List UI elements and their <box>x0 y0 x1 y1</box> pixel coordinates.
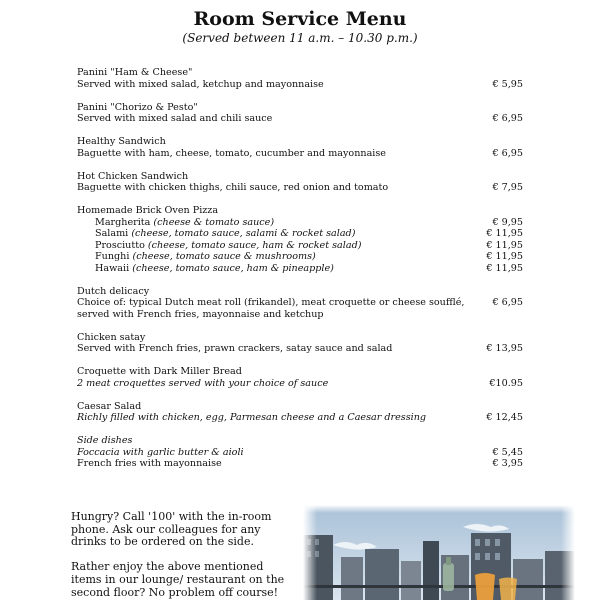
item-description-row <box>77 148 523 160</box>
photo-fade-left <box>303 505 317 600</box>
item-description-row <box>77 79 523 91</box>
footer-paragraph-call: Hungry? Call '100' with the in-room phone. Ask our colleagues for any drinks to be ordered on the side. <box>71 510 272 549</box>
building <box>401 561 421 600</box>
item-name: Panini "Chorizo & Pesto" <box>77 101 198 113</box>
side-dish-price: € 5,45 <box>492 446 523 458</box>
footer-note <box>71 511 296 612</box>
variant-detail: (cheese, tomato sauce, salami & rocket salad) <box>131 228 356 239</box>
item-name: Hot Chicken Sandwich <box>77 170 189 182</box>
item-description: Choice of: typical Dutch meat roll (frikandel), meat croquette or cheese soufflé, <box>77 297 465 308</box>
menu-item-panini-ham <box>77 67 523 90</box>
item-description: Baguette with chicken thighs, chili sauce, red onion and tomato <box>77 182 389 193</box>
bottle <box>443 563 454 591</box>
menu-list <box>77 67 523 481</box>
item-description: Served with mixed salad, ketchup and mayonnaise <box>77 78 324 90</box>
item-price: € 7,95 <box>492 182 523 193</box>
photo-fade-right <box>561 505 575 600</box>
item-description: Served with mixed salad and chili sauce <box>77 113 273 124</box>
pizza-variant <box>77 263 523 275</box>
pizza-variant <box>77 251 523 263</box>
tower <box>423 541 439 600</box>
variant-name: Salami <box>95 228 129 239</box>
page-subtitle: (Served between 11 a.m. – 10.30 p.m.) <box>182 31 418 45</box>
variant-name: Margherita <box>95 216 151 228</box>
variant-name: Prosciutto <box>95 239 145 251</box>
variant-price: € 11,95 <box>486 251 523 262</box>
item-name: Dutch delicacy <box>77 285 150 297</box>
item-price: € 5,95 <box>492 78 523 90</box>
menu-item-healthy-sandwich <box>77 136 523 159</box>
variant-price: € 11,95 <box>486 228 523 239</box>
item-price: € 6,95 <box>492 113 523 124</box>
building <box>341 557 363 600</box>
item-description: Richly filled with chicken, egg, Parmesan cheese and a Caesar dressing <box>77 412 427 423</box>
window <box>485 553 490 560</box>
bottle-neck <box>446 557 451 565</box>
glass-of-juice <box>499 578 517 601</box>
item-description-row <box>77 343 523 355</box>
rooftop-terrace-photo <box>303 505 575 600</box>
side-dish-row <box>77 458 523 470</box>
item-description-row <box>77 297 523 309</box>
pizza-variant <box>77 240 523 252</box>
item-description: 2 meat croquettes served with your choice of sauce <box>77 377 329 389</box>
menu-item-dutch-delicacy <box>77 286 523 321</box>
item-description-row <box>77 182 523 194</box>
variant-detail: (cheese, tomato sauce, ham & pineapple) <box>132 262 334 274</box>
menu-item-panini-chorizo <box>77 102 523 125</box>
menu-item-hot-chicken-sandwich <box>77 171 523 194</box>
menu-section-side-dishes <box>77 435 523 470</box>
building <box>513 559 543 600</box>
window <box>475 553 480 560</box>
item-description: Baguette with ham, cheese, tomato, cucumber and mayonnaise <box>77 147 386 159</box>
item-description-row <box>77 412 523 424</box>
item-price: € 6,95 <box>492 297 523 308</box>
item-price: € 12,45 <box>486 412 523 423</box>
variant-detail: (cheese, tomato sauce, ham & rocket salad) <box>147 239 362 251</box>
side-dish-name: French fries with mayonnaise <box>77 458 222 469</box>
item-description-row <box>77 378 523 390</box>
glass-of-juice <box>475 573 495 600</box>
variant-price: € 9,95 <box>492 216 523 228</box>
footer-paragraph-lounge: Rather enjoy the above mentioned items in our lounge/ restaurant on the second floor? No problem off course! <box>71 560 285 599</box>
building <box>365 549 399 600</box>
window <box>485 539 490 546</box>
terrace-railing <box>303 585 575 588</box>
variant-price: € 11,95 <box>486 262 523 274</box>
side-dish-row <box>77 447 523 459</box>
photo-fade-top <box>303 505 575 513</box>
item-price: €10.95 <box>489 377 523 389</box>
variant-price: € 11,95 <box>486 239 523 251</box>
variant-name: Funghi <box>95 251 130 262</box>
variant-detail: (cheese & tomato sauce) <box>153 216 275 228</box>
side-dish-price: € 3,95 <box>492 458 523 469</box>
item-description: Served with French fries, prawn crackers, satay sauce and salad <box>77 343 393 354</box>
city-view-illustration <box>303 505 575 600</box>
window <box>475 539 480 546</box>
variant-detail: (cheese, tomato sauce & mushrooms) <box>132 251 316 262</box>
menu-item-croquette <box>77 366 523 389</box>
page-title: Room Service Menu <box>193 8 407 30</box>
item-description-continued: served with French fries, mayonnaise and ketchup <box>77 308 324 320</box>
item-price: € 13,95 <box>486 343 523 354</box>
window <box>495 539 500 546</box>
pizza-variant <box>77 228 523 240</box>
variant-name: Hawaii <box>95 262 130 274</box>
item-name: Healthy Sandwich <box>77 136 166 147</box>
item-name: Homemade Brick Oven Pizza <box>77 205 219 216</box>
item-name: Caesar Salad <box>77 400 142 412</box>
side-dish-name: Foccacia with garlic butter & aioli <box>77 446 244 458</box>
pizza-variant <box>77 217 523 229</box>
menu-item-caesar-salad <box>77 401 523 424</box>
item-name: Panini "Ham & Cheese" <box>77 67 193 78</box>
menu-item-pizza <box>77 205 523 274</box>
item-name: Chicken satay <box>77 331 146 343</box>
item-name: Croquette with Dark Miller Bread <box>77 366 242 377</box>
section-heading: Side dishes <box>77 435 133 446</box>
menu-item-chicken-satay <box>77 332 523 355</box>
item-price: € 6,95 <box>492 147 523 159</box>
item-description-row <box>77 113 523 125</box>
window <box>495 553 500 560</box>
